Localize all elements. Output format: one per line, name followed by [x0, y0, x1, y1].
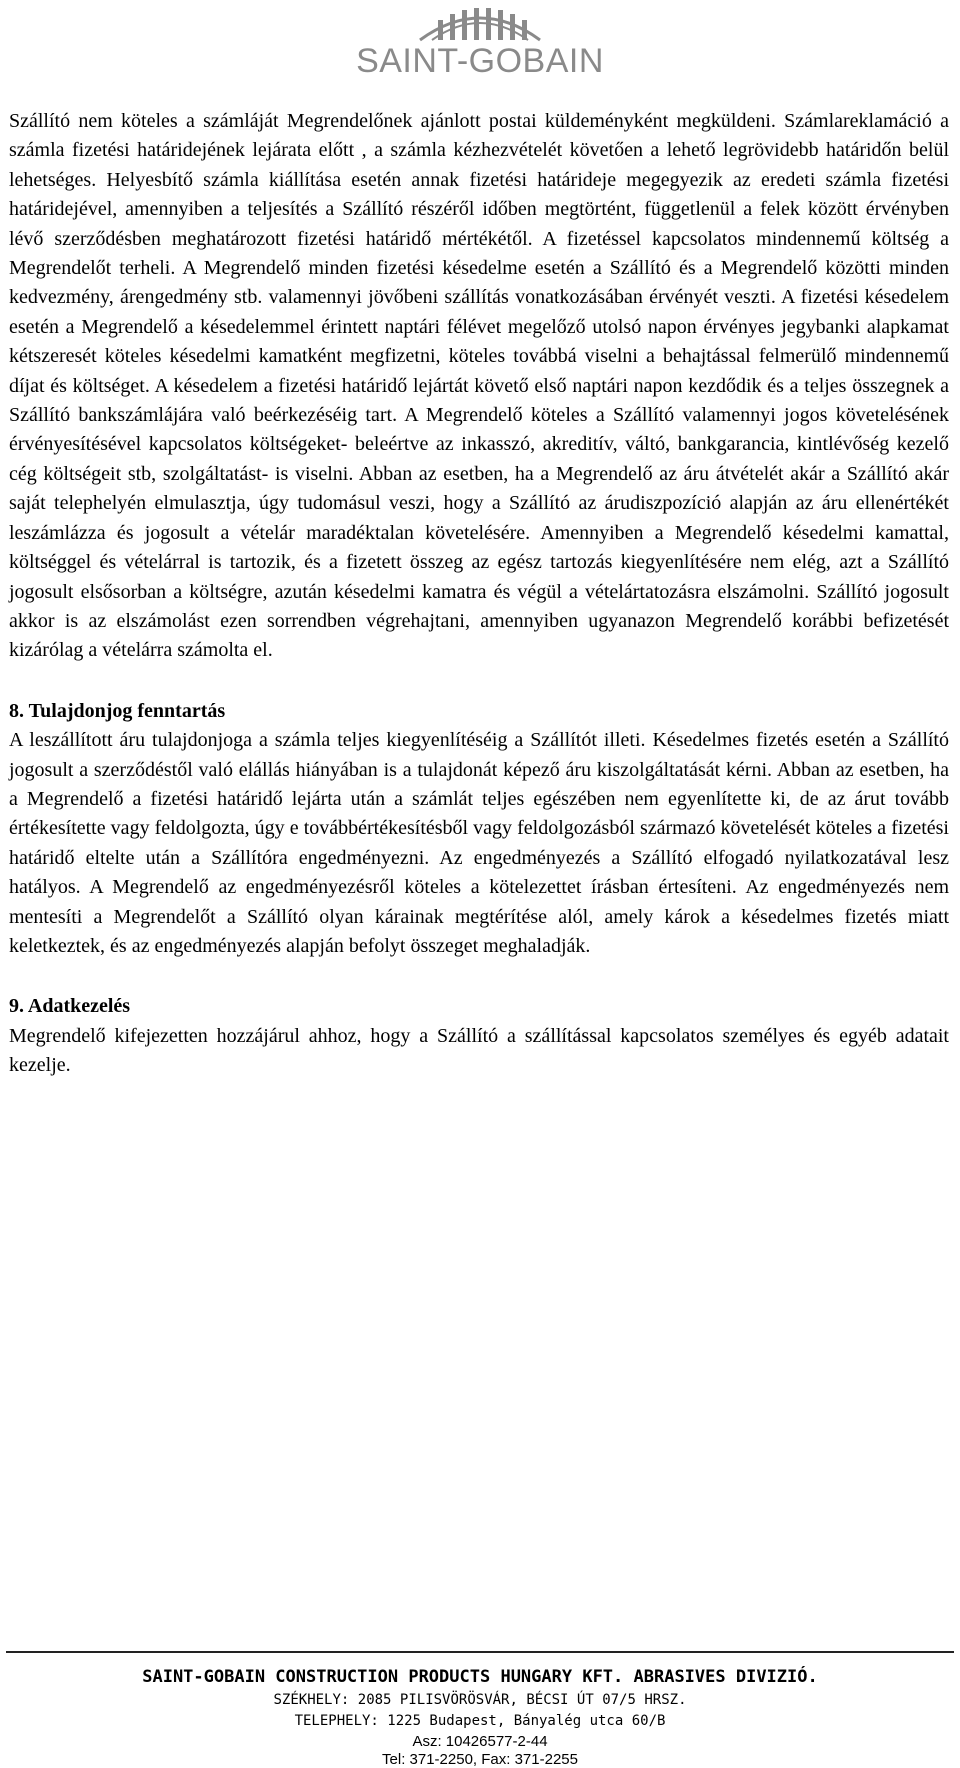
section-9-paragraph: Megrendelő kifejezetten hozzájárul ahhoz, hogy a Szállító a szállítással kapcsolatos személyes és egyéb adatait kezelje. [9, 1024, 949, 1077]
payment-terms-paragraph: Szállító nem köteles a számláját Megrendelőnek ajánlott postai küldeményként megküldeni. Számlareklamáció a számla fizetési határidejének lejárata előtt , a számla kézhezvételét követően a lehető legrövidebb határidőn belül lehetséges. Helyesbítő számla kiállítása esetén annak fizetési határideje megegyezik az eredeti számla fizetési határidejével, amennyiben a teljesítés a Szállító részéről időben megtörtént, függetlenül a felek között érvényben lévő szerződésben meghatározott fizetési határidő mértékétől. A fizetéssel kapcsolatos mindennemű költség a Megrendelőt terheli. A Megrendelő minden fizetési késedelme esetén a Szállító és a Megrendelő közötti minden kedvezmény, árengedmény stb. valamennyi jövőbeni szállítás vonatkozásában érvényét veszti. A fizetési késedelem esetén a Megrendelő a késedelemmel érintett naptári félévet megelőző utolsó napon érvényes jegybanki alapkamat kétszeresét köteles késedelmi kamatként megfizetni, köteles továbbá viselni a behajtással felmerülő mindennemű díjat és költséget. A késedelem a fizetési határidő lejártát követő első naptári napon kezdődik és a teljes összegnek a Szállító bankszámlájára való beérkezéséig tart. A Megrendelő köteles a Szállító valamennyi jogos követelésének érvényesítésével kapcsolatos költségeket- beleértve az inkasszó, akreditív, váltó, bankgarancia, kintlévőség kezelő cég költségeit stb, szolgáltatást- is viselni. Abban az esetben, ha a Megrendelő az áru átvételét akár a Szállító akár saját telephelyén elmulasztja, úgy tudomásul veszi, hogy a Szállító az árudiszpozíció alapján az áru ellenértékét leszámlázza és jogosult a vételár maradéktalan követelésére. Amennyiben a Megrendelő késedelmi kamattal, költséggel és vételárral is tartozik, és a fizetett összeg az egész tartozás kiegyenlítésére nem elég, azt a Szállító jogosult elsősorban a költségre, azután késedelmi kamatra és végül a vételártatozásra elszámolni. Szállító jogosult akkor is az elszámolást ezen sorrendben végrehajtani, amennyiben ugyanazon Megrendelő korábbi befizetését kizárólag a vételárra számolta el. [9, 110, 949, 662]
footer-seat: SZÉKHELY: 2085 PILISVÖRÖSVÁR, BÉCSI ÚT 07/5 HRSZ. [273, 1692, 687, 1708]
document-body [9, 107, 949, 1081]
footer-company: SAINT-GOBAIN CONSTRUCTION PRODUCTS HUNGARY KFT. ABRASIVES DIVIZIÓ. [142, 1667, 818, 1687]
logo-arch-icon [380, 0, 580, 44]
footer-phone: Tel: 371-2250, Fax: 371-2255 [382, 1751, 578, 1768]
section-8-heading: 8. Tulajdonjog fenntartás [9, 699, 226, 722]
section-9-heading: 9. Adatkezelés [9, 995, 131, 1018]
company-logo [0, 0, 960, 90]
footer-divider [6, 1651, 954, 1653]
logo-text: SAINT-GOBAIN [356, 42, 604, 80]
footer-tax-number: Asz: 10426577-2-44 [412, 1733, 548, 1750]
footer-site: TELEPHELY: 1225 Budapest, Bányalég utca 60/B [294, 1713, 666, 1729]
section-8-paragraph: A leszállított áru tulajdonjoga a számla teljes kiegyenlítéséig a Szállítót illeti. Késedelmes fizetés esetén a Szállító jogosult a szerződéstől való elállás hiányában is a tulajdonát képező áru kiszolgáltatását kérni. Abban az esetben, ha a Megrendelő a fizetési határidő lejárta után a számlát teljes egészében nem egyenlítette ki, de az árut tovább értékesítette vagy feldolgozta, úgy e továbbértékesítésből vagy feldolgozásból származó követelését köteles a fizetési határidő eltelte után a Szállítóra engedményezni. Az engedményezés a Szállító elfogadó nyilatkozatával lesz hatályos. A Megrendelő az engedményezésről köteles a kötelezettet írásban értesíteni. Az engedményezés nem mentesíti a Megrendelőt a Szállító olyan kárainak megtérítése alól, amely károk a késedelmes fizetés miatt keletkeztek, és az engedményezés alapján befolyt összeget meghaladják. [9, 729, 949, 957]
